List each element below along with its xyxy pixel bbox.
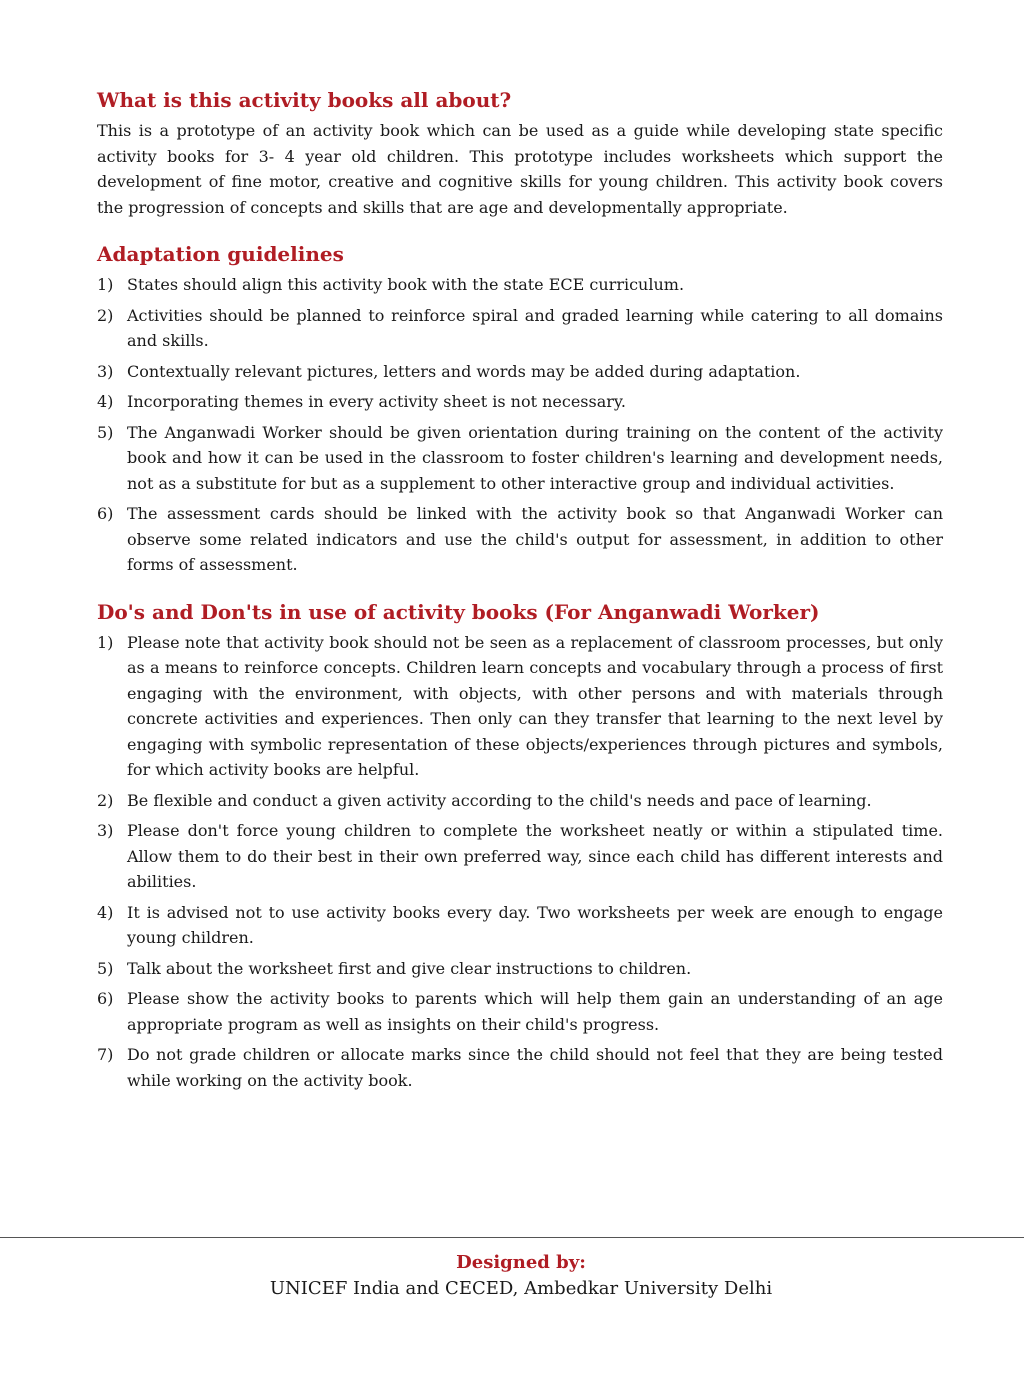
list-item (97, 956, 943, 982)
list-item-text: Incorporating themes in every activity sheet is not necessary. (127, 392, 626, 411)
list-item (97, 986, 943, 1037)
list-item-number: 1) (97, 275, 114, 294)
list-item-text: Please note that activity book should not be seen as a replacement of classroom processes, but only as a means to reinforce concepts. Children learn concepts and vocabulary through a process of first engaging with the environment, with objects, with other persons and with materials through concrete activities and experiences. Then only can they transfer that learning to the next level by engaging with symbolic representation of these objects/experiences through pictures and symbols, for which activity books are helpful. (127, 632, 943, 779)
list-item-number: 1) (97, 632, 114, 652)
list-item-number: 4) (97, 392, 114, 411)
list-item-number: 5) (97, 422, 114, 442)
list-item (97, 788, 943, 814)
section-title-dos-donts: Do's and Don'ts in use of activity books (For Anganwadi Worker) (97, 599, 820, 624)
list-item-text: Talk about the worksheet first and give clear instructions to children. (127, 958, 692, 978)
section-about (97, 86, 943, 220)
designed-by-text: UNICEF India and CECED, Ambedkar University Delhi (269, 1278, 773, 1299)
list-item-text: Please don't force young children to complete the worksheet neatly or within a stipulated time. Allow them to do their best in their own preferred way, since each child has different interests and abilities. (127, 821, 943, 891)
dos-donts-list (97, 630, 943, 1094)
list-item-text: Be flexible and conduct a given activity according to the child's needs and pace of learning. (127, 790, 872, 810)
designed-by-label: Designed by: (456, 1252, 586, 1273)
list-item-text: The assessment cards should be linked with the activity book so that Anganwadi Worker can observe some related indicators and use the child's output for assessment, in addition to other forms of assessment. (127, 504, 943, 574)
about-paragraph: This is a prototype of an activity book which can be used as a guide while developing state specific activity books for 3- 4 year old children. This prototype includes worksheets which support the development of fine motor, creative and cognitive skills for young children. This activity book covers the progression of concepts and skills that are age and developmentally appropriate. (97, 121, 943, 217)
section-dos-and-donts (97, 598, 943, 1094)
list-item-number: 2) (97, 790, 114, 810)
list-item (97, 630, 943, 783)
list-item (97, 359, 943, 385)
list-item (97, 818, 943, 895)
list-item-text: Activities should be planned to reinforce spiral and graded learning while catering to all domains and skills. (127, 305, 943, 350)
list-item-number: 5) (97, 958, 114, 978)
adaptation-list (97, 272, 943, 578)
list-item-text: Do not grade children or allocate marks since the child should not feel that they are being tested while working on the activity book. (127, 1045, 943, 1090)
list-item (97, 900, 943, 951)
list-item (97, 420, 943, 497)
list-item-number: 3) (97, 821, 114, 840)
list-item (97, 389, 943, 415)
list-item (97, 501, 943, 578)
list-item-number: 7) (97, 1045, 114, 1064)
footer-divider (0, 1237, 1024, 1238)
list-item-text: Please show the activity books to parents which will help them gain an understanding of an age appropriate program as well as insights on their child's progress. (127, 989, 943, 1034)
list-item-number: 2) (97, 305, 114, 325)
list-item-text: The Anganwadi Worker should be given orientation during training on the content of the activity book and how it can be used in the classroom to foster children's learning and development needs, not as a substitute for but as a supplement to other interactive group and individual activities. (127, 422, 943, 493)
list-item (97, 1042, 943, 1093)
list-item (97, 303, 943, 354)
list-item-text: It is advised not to use activity books every day. Two worksheets per week are enough to engage young children. (127, 902, 943, 947)
credits-block (0, 1250, 1024, 1302)
section-adaptation-guidelines (97, 240, 943, 578)
list-item-number: 4) (97, 902, 114, 922)
section-title-about: What is this activity books all about? (97, 88, 512, 112)
list-item-number: 6) (97, 504, 114, 523)
document-page (97, 86, 943, 1113)
list-item-text: Contextually relevant pictures, letters and words may be added during adaptation. (127, 361, 801, 381)
list-item-number: 3) (97, 361, 114, 381)
list-item (97, 272, 943, 298)
list-item-text: States should align this activity book with the state ECE curriculum. (127, 275, 685, 294)
list-item-number: 6) (97, 989, 114, 1008)
section-title-adaptation: Adaptation guidelines (97, 242, 344, 266)
